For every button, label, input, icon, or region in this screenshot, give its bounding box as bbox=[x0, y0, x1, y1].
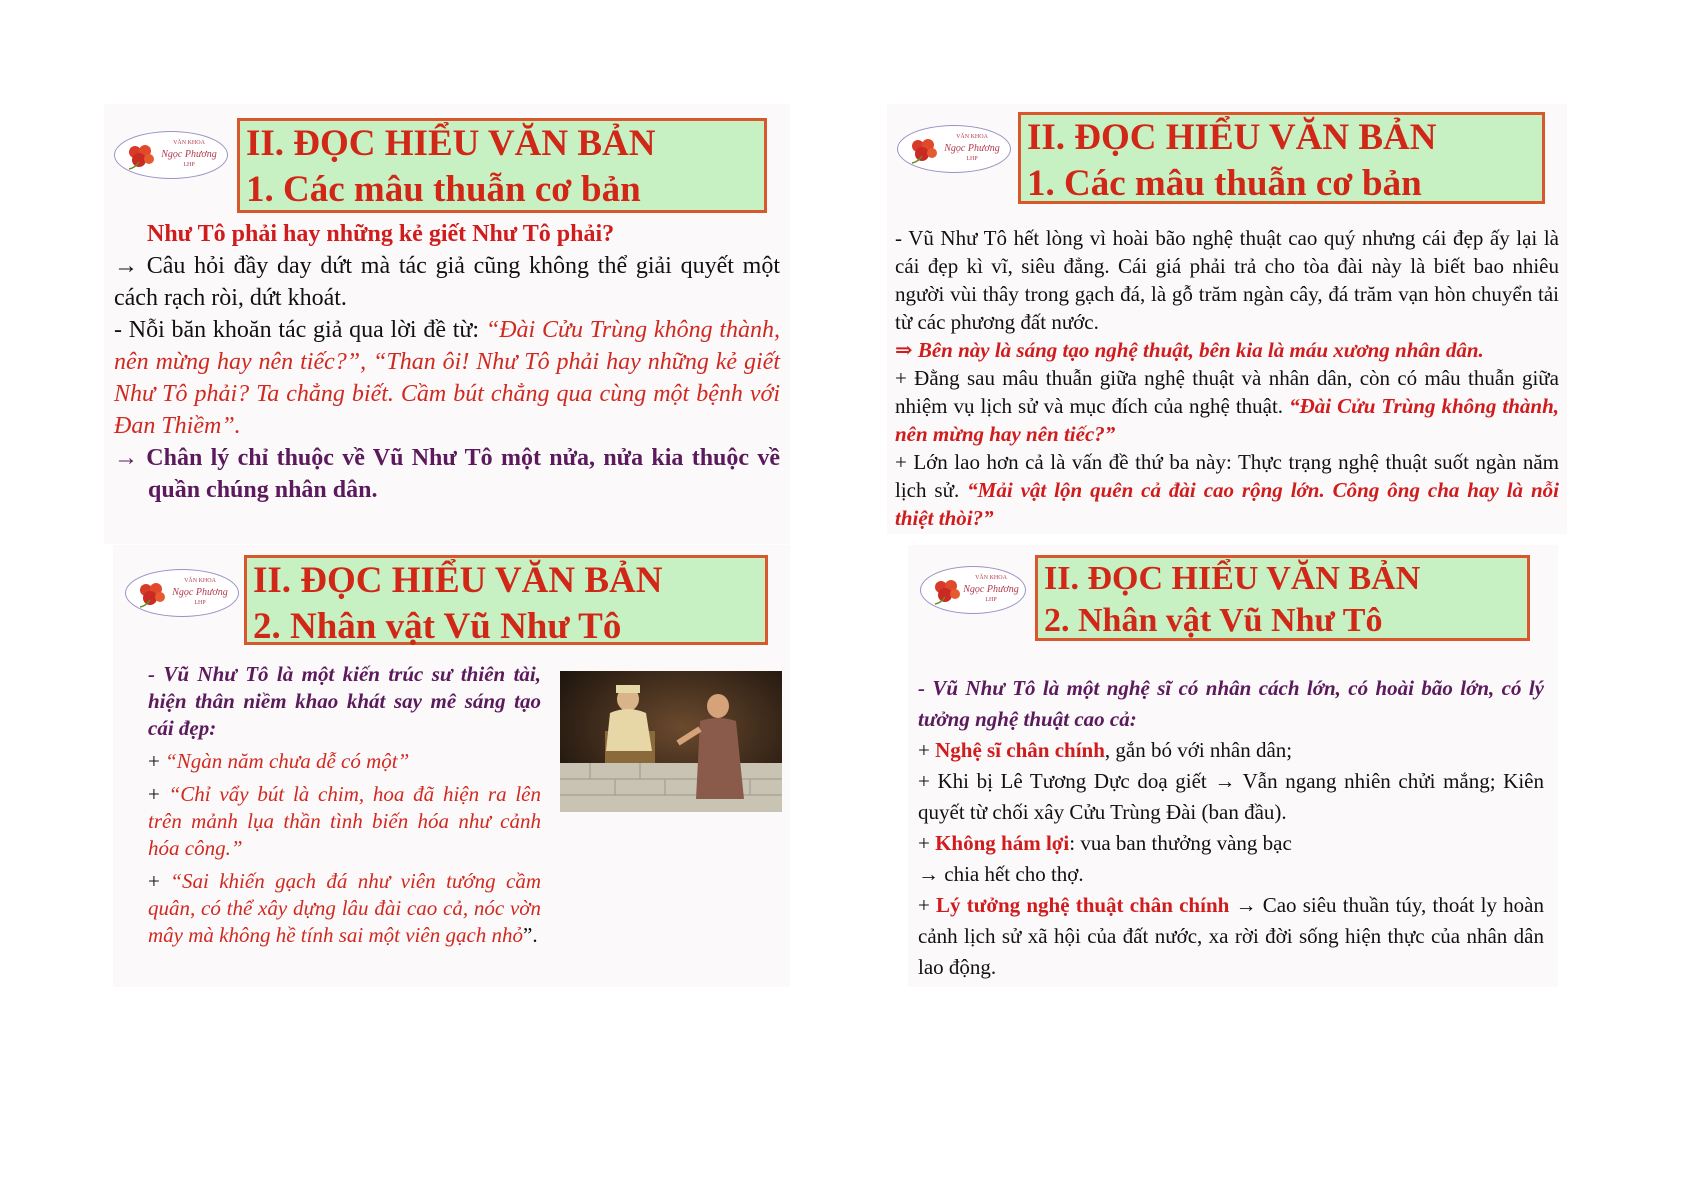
paragraph-4: + Lớn lao hơn cả là vấn đề thứ ba này: Thực trạng nghệ thuật suốt ngàn năm lịch sử. “Mải vật lộn quên cả đài cao rộng lớn. Công ông cha hay là nỗi thiệt thòi?” bbox=[895, 450, 1559, 530]
slide-title bbox=[1035, 555, 1530, 641]
slide-body bbox=[895, 224, 1559, 532]
logo-icon bbox=[897, 125, 1011, 173]
paragraph-2: - Nỗi băn khoăn tác giả qua lời đề từ: “Đài Cửu Trùng không thành, nên mừng hay nên tiếc?”, “Than ôi! Như Tô phải hay những kẻ giết Như Tô phải? Ta chẳng biết. Cầm bút chẳng qua cùng một bệnh với Đan Thiềm”. bbox=[114, 317, 780, 439]
flower-icon bbox=[908, 136, 940, 164]
flower-icon bbox=[136, 580, 168, 608]
slide-body bbox=[114, 218, 780, 506]
paragraph-1: - Vũ Như Tô là một nghệ sĩ có nhân cách lớn, có hoài bão lớn, có lý tưởng nghệ thuật cao cả: bbox=[918, 676, 1544, 731]
flower-icon bbox=[125, 142, 157, 170]
slide-contradictions-1 bbox=[104, 104, 790, 544]
slide-title bbox=[244, 555, 768, 645]
logo-icon bbox=[114, 131, 228, 179]
logo-text: VĂN KHOA Ngọc Phương LHP bbox=[161, 140, 217, 168]
title-line-1: II. ĐỌC HIỂU VĂN BẢN bbox=[1044, 560, 1421, 597]
title-line-2: 1. Các mâu thuẫn cơ bản bbox=[246, 169, 641, 210]
paragraph-1: → Câu hỏi đầy day dứt mà tác giả cũng không thể giải quyết một cách rạch ròi, dứt khoát. bbox=[114, 253, 780, 311]
quote-2: + “Chỉ vẩy bút là chim, hoa đã hiện ra lên trên mảnh lụa thần tình biến hóa như cảnh hóa công.” bbox=[148, 782, 541, 860]
slide-character-1 bbox=[113, 545, 790, 987]
stage-actors-photo bbox=[560, 671, 782, 812]
paragraph-5: → chia hết cho thợ. bbox=[918, 862, 1084, 886]
photo-image bbox=[560, 671, 782, 812]
slide-title bbox=[1018, 112, 1545, 204]
paragraph-2: + Nghệ sĩ chân chính, gắn bó với nhân dân; bbox=[918, 738, 1293, 762]
paragraph-3: → Chân lý chỉ thuộc về Vũ Như Tô một nửa, nửa kia thuộc về quần chúng nhân dân. bbox=[114, 445, 780, 503]
title-line-2: 1. Các mâu thuẫn cơ bản bbox=[1027, 163, 1422, 204]
flower-icon bbox=[931, 577, 963, 605]
slide-character-2 bbox=[908, 545, 1558, 987]
logo-text: VĂN KHOA Ngọc Phương LHP bbox=[944, 134, 1000, 162]
slide-body bbox=[918, 673, 1544, 983]
title-line-2: 2. Nhân vật Vũ Như Tô bbox=[1044, 602, 1383, 639]
title-line-2: 2. Nhân vật Vũ Như Tô bbox=[253, 606, 622, 647]
paragraph-1: - Vũ Như Tô hết lòng vì hoài bão nghệ thuật cao quý nhưng cái đẹp ấy lại là cái đẹp kì vĩ, siêu đẳng. Cái giá phải trả cho tòa đài này là biết bao nhiêu người vùi thây trong gạch đá, là gỗ trăm ngàn cây, đá trăm vạn hòn chuyển tải từ các phương đất nước. bbox=[895, 226, 1559, 334]
paragraph-6: + Lý tưởng nghệ thuật chân chính → Cao siêu thuần túy, thoát ly hoàn cảnh lịch sử xã hội của đất nước, xa rời đời sống hiện thực của nhân dân lao động. bbox=[918, 893, 1545, 979]
paragraph-3: + Khi bị Lê Tương Dực doạ giết → Vẫn ngang nhiên chửi mắng; Kiên quyết từ chối xây Cửu Trùng Đài (ban đầu). bbox=[918, 769, 1544, 824]
logo-icon bbox=[125, 569, 239, 617]
logo-text: VĂN KHOA Ngọc Phương LHP bbox=[963, 575, 1019, 603]
logo-icon bbox=[920, 566, 1026, 614]
title-line-1: II. ĐỌC HIỂU VĂN BẢN bbox=[246, 123, 656, 164]
paragraph-2: ⇒ Bên này là sáng tạo nghệ thuật, bên kia là máu xương nhân dân. bbox=[895, 338, 1484, 362]
slide-title bbox=[237, 118, 767, 213]
quote-3: + “Sai khiến gạch đá như viên tướng cầm quân, có thể xây dựng lâu đài cao cả, nóc vờn mây mà không hề tính sai một viên gạch nhỏ”. bbox=[148, 869, 541, 947]
title-line-1: II. ĐỌC HIỂU VĂN BẢN bbox=[1027, 117, 1437, 158]
question-line: Như Tô phải hay những kẻ giết Như Tô phải? bbox=[147, 221, 615, 247]
paragraph-1: - Vũ Như Tô là một kiến trúc sư thiên tài, hiện thân niềm khao khát say mê sáng tạo cái đẹp: bbox=[148, 662, 541, 740]
title-line-1: II. ĐỌC HIỂU VĂN BẢN bbox=[253, 560, 663, 601]
slide-body bbox=[148, 661, 541, 949]
slide-contradictions-2 bbox=[887, 104, 1567, 534]
quote-1: + “Ngàn năm chưa dễ có một” bbox=[148, 749, 410, 773]
paragraph-4: + Không hám lợi: vua ban thưởng vàng bạc bbox=[918, 831, 1292, 855]
paragraph-3: + Đằng sau mâu thuẫn giữa nghệ thuật và nhân dân, còn có mâu thuẫn giữa nhiệm vụ lịch sử và mục đích của nghệ thuật. “Đài Cửu Trùng không thành, nên mừng hay nên tiếc?” bbox=[895, 366, 1560, 446]
logo-text: VĂN KHOA Ngọc Phương LHP bbox=[172, 578, 228, 606]
